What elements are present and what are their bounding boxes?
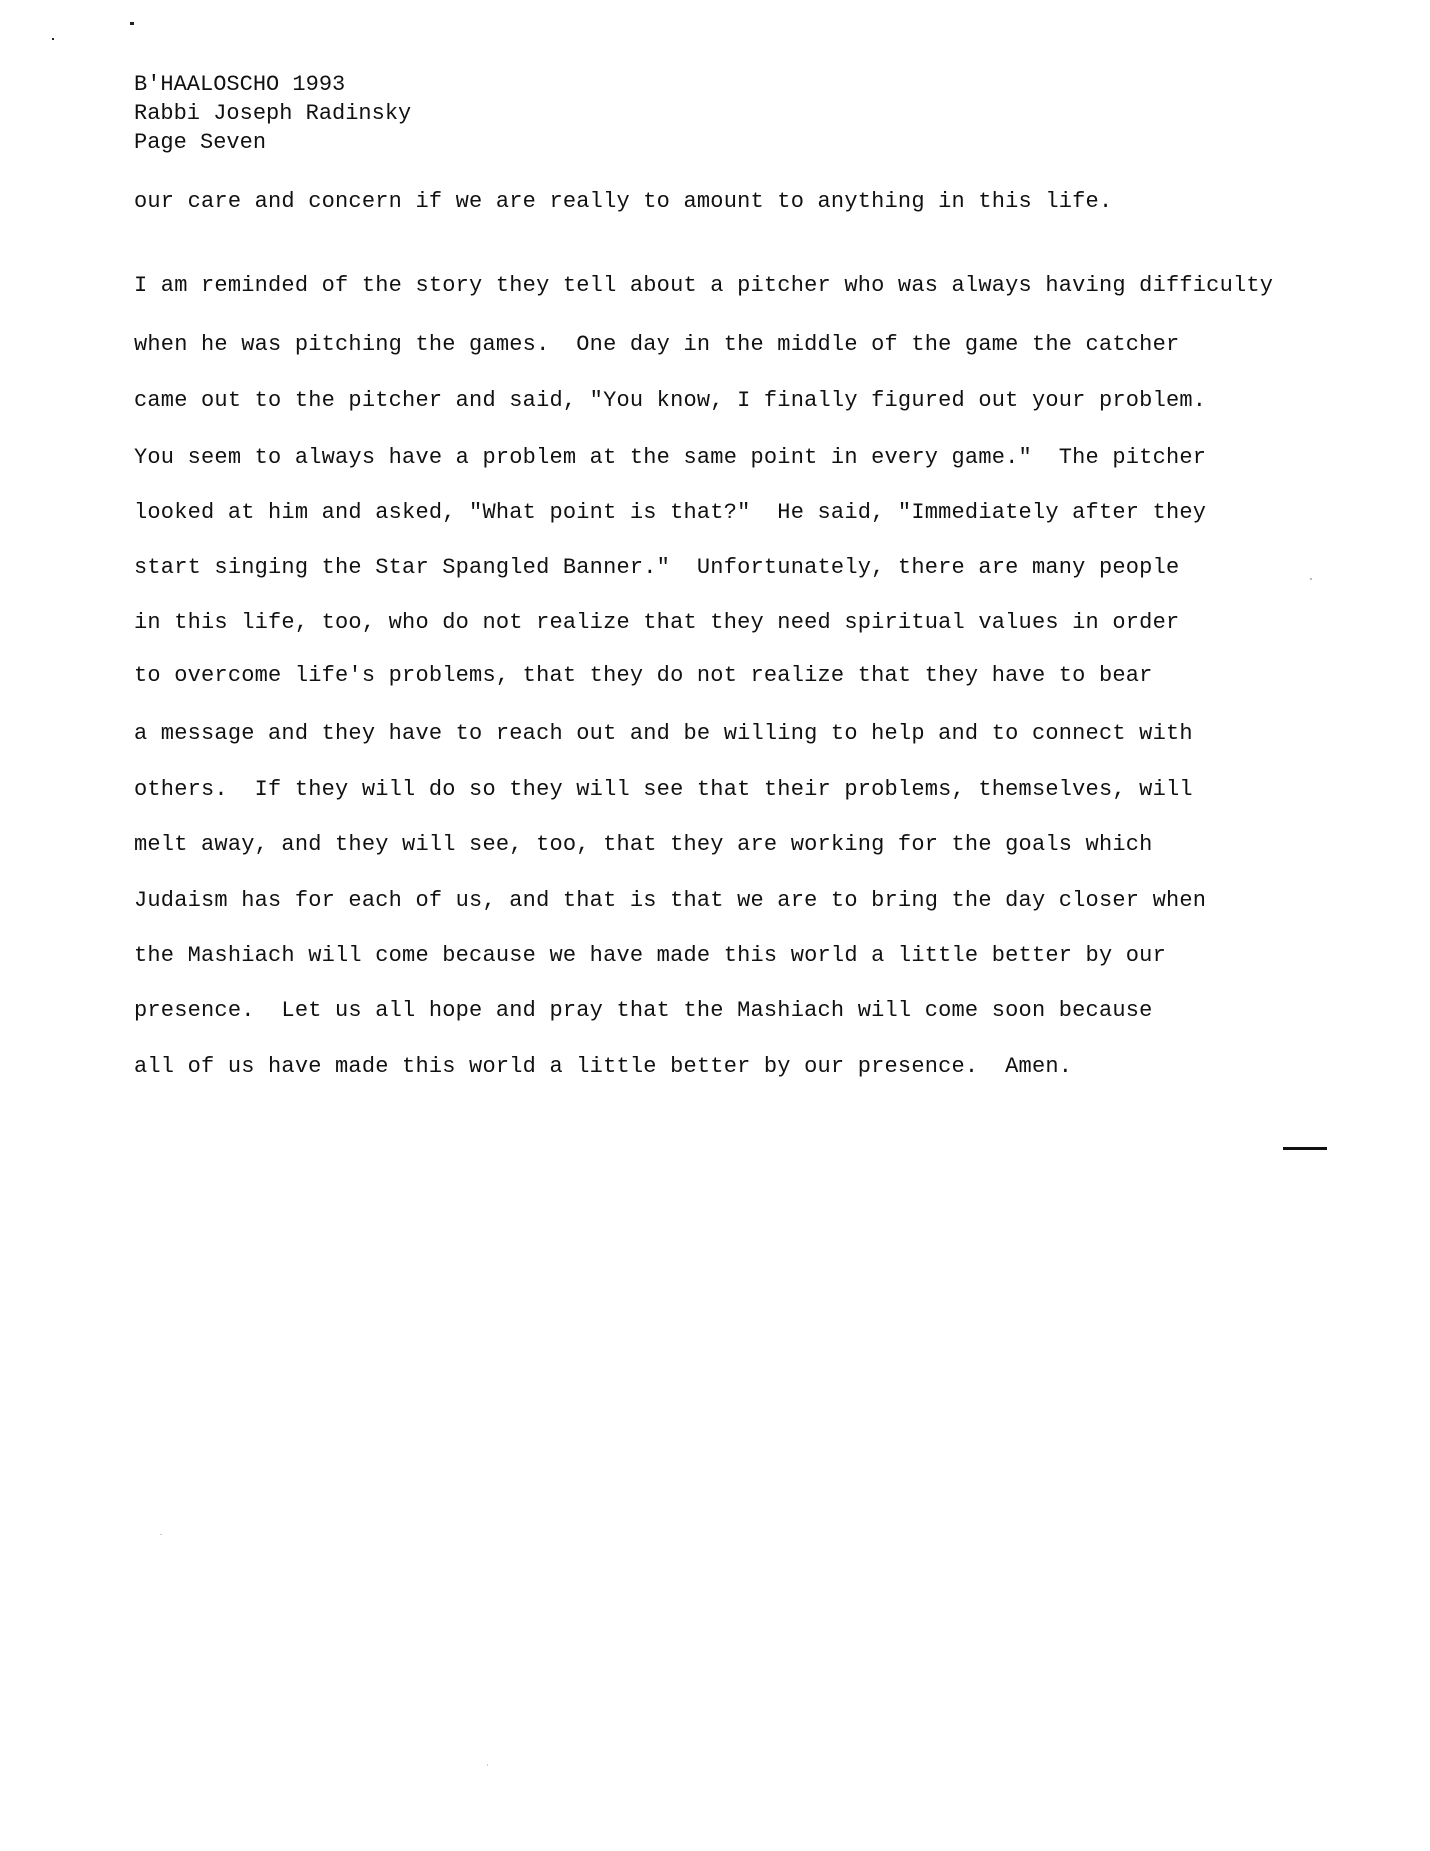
body-line: in this life, too, who do not realize that they need spiritual values in order — [134, 610, 1180, 635]
body-line: I am reminded of the story they tell about a pitcher who was always having difficulty — [134, 273, 1274, 298]
body-line: came out to the pitcher and said, "You know, I finally figured out your problem. — [134, 388, 1207, 413]
margin-dash-mark — [1283, 1147, 1327, 1150]
scan-speck — [1310, 578, 1312, 580]
page-label: Page Seven — [134, 130, 267, 155]
body-line: all of us have made this world a little better by our presence. Amen. — [134, 1054, 1073, 1079]
scan-speck — [52, 38, 54, 40]
scan-speck — [130, 22, 134, 25]
document-header — [134, 70, 411, 157]
body-line: the Mashiach will come because we have made this world a little better by our — [134, 943, 1166, 968]
body-line: to overcome life's problems, that they do not realize that they have to bear — [134, 663, 1153, 688]
body-line: You seem to always have a problem at the same point in every game." The pitcher — [134, 445, 1207, 470]
author-name: Rabbi Joseph Radinsky — [134, 101, 412, 126]
body-line: Judaism has for each of us, and that is that we are to bring the day closer when — [134, 888, 1207, 913]
body-line: looked at him and asked, "What point is that?" He said, "Immediately after they — [134, 500, 1207, 525]
body-line: our care and concern if we are really to amount to anything in this life. — [134, 189, 1113, 214]
body-line: others. If they will do so they will see that their problems, themselves, will — [134, 777, 1193, 802]
sermon-title: B'HAALOSCHO 1993 — [134, 72, 346, 97]
body-line: when he was pitching the games. One day in the middle of the game the catcher — [134, 332, 1180, 357]
body-line: start singing the Star Spangled Banner." Unfortunately, there are many people — [134, 555, 1180, 580]
body-line: presence. Let us all hope and pray that the Mashiach will come soon because — [134, 998, 1153, 1023]
body-line: a message and they have to reach out and be willing to help and to connect with — [134, 721, 1193, 746]
body-line: melt away, and they will see, too, that they are working for the goals which — [134, 832, 1153, 857]
scan-speck — [487, 1764, 488, 1766]
scan-speck — [160, 1534, 162, 1535]
